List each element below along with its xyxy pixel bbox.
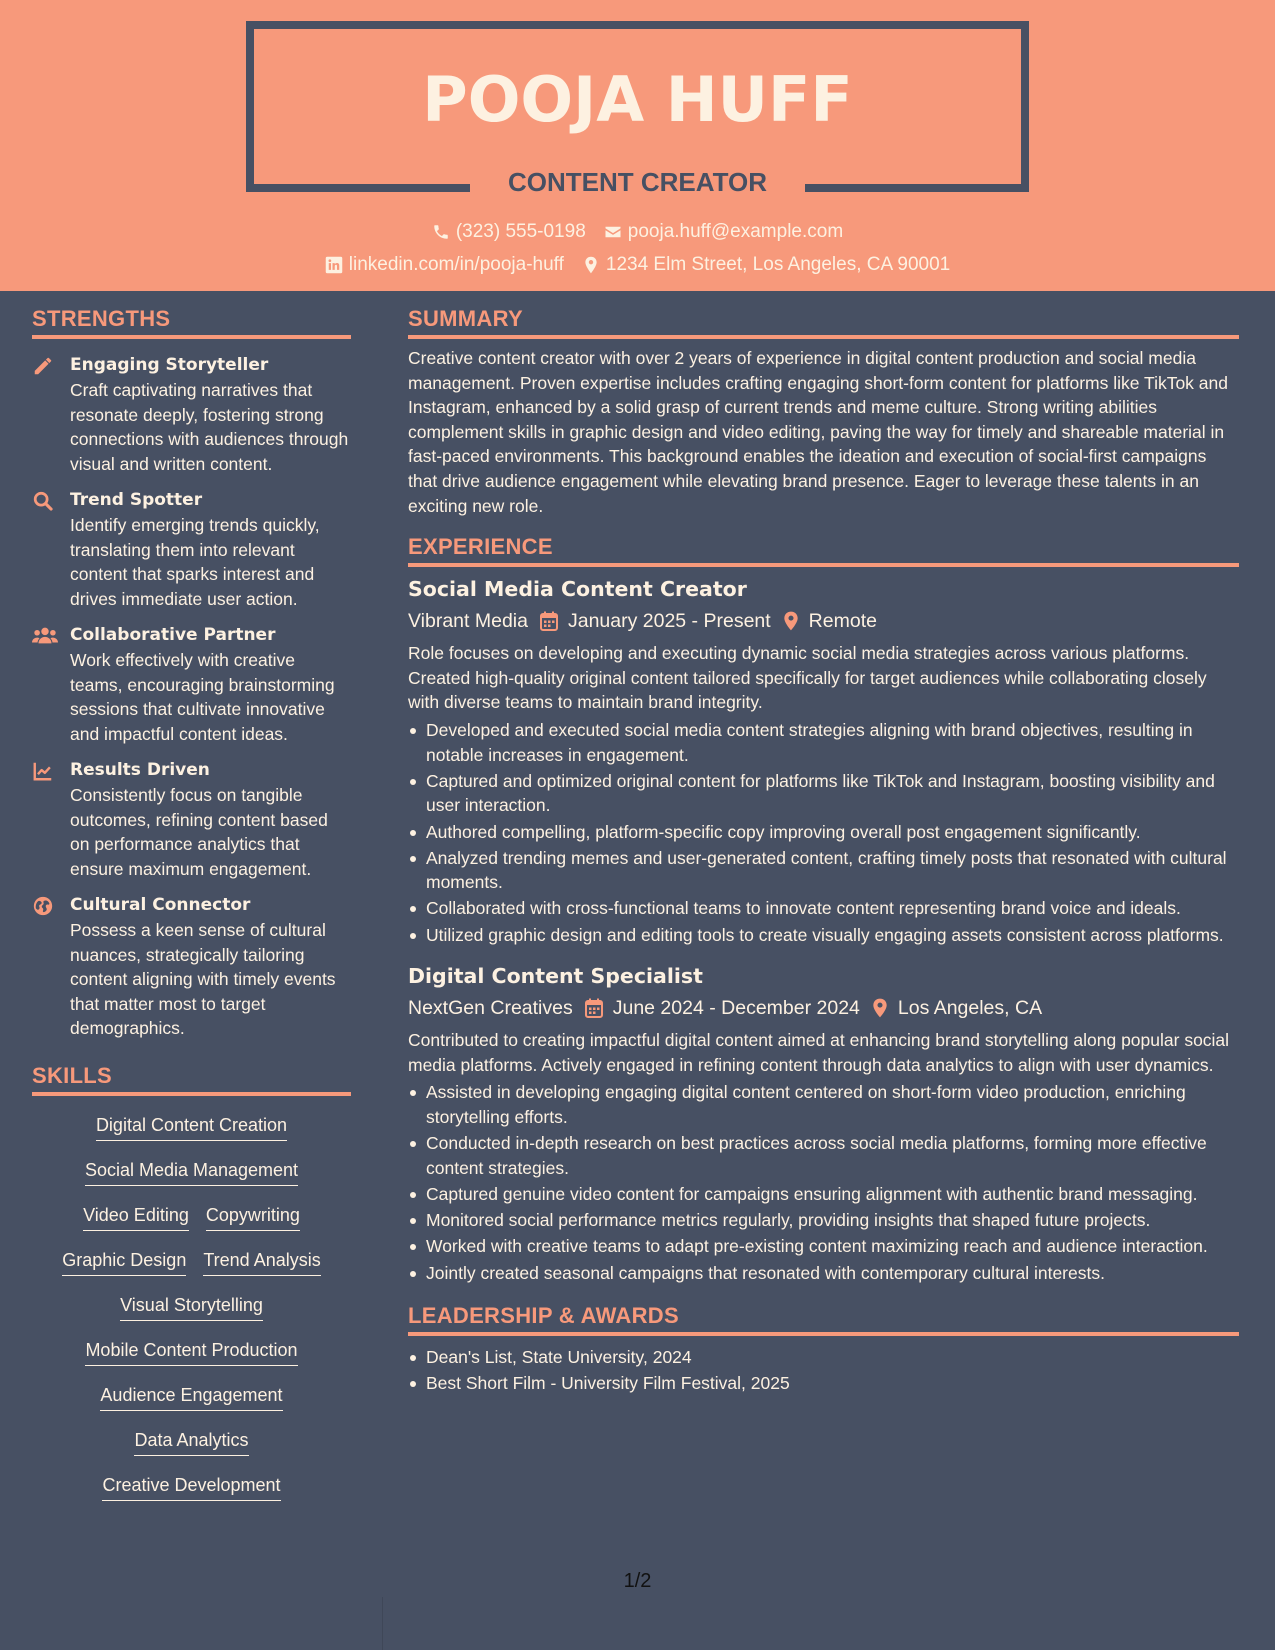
strength-item xyxy=(32,623,351,746)
job-description: Contributed to creating impactful digital content aimed at enhancing brand storytelling along popular social media platforms. Actively engaged in refining content through data analytics to align with user dynamics. xyxy=(408,1030,1230,1075)
job-company: NextGen Creatives xyxy=(408,997,573,1020)
job-title: CONTENT CREATOR xyxy=(507,167,768,197)
job-location: Los Angeles, CA xyxy=(897,997,1043,1020)
skill-tag: Video Editing xyxy=(83,1202,189,1231)
email-text: pooja.huff@example.com xyxy=(627,221,844,242)
strength-name: Collaborative Partner xyxy=(70,625,276,645)
strength-item xyxy=(32,488,351,611)
summary-text: Creative content creator with over 2 years of experience in digital content production and social media management. Proven expertise includes crafting engaging short-form content for platforms like TikTok and Instagram, enhanced by a solid grasp of current trends and meme culture. Strong writing abilities complement skills in graphic design and video editing, paving the way for timely and shareable material in fast-paced environments. This background enables the ideation and execution of social-first campaigns that drive audience engagement while elevating brand presence. Eager to leverage these talents in an exciting new role. xyxy=(408,348,1228,516)
address-text: 1234 Elm Street, Los Angeles, CA 90001 xyxy=(605,254,951,275)
skill-tag: Social Media Management xyxy=(85,1157,298,1186)
search-icon xyxy=(32,490,54,512)
job-company: Vibrant Media xyxy=(408,610,528,633)
bullet-item: Captured and optimized original content for platforms like TikTok and Instagram, boosting visibility and user interaction. xyxy=(408,769,1239,818)
bullet-item: Utilized graphic design and editing tools to create visually engaging assets consistent across platforms. xyxy=(408,923,1239,948)
skill-tag: Data Analytics xyxy=(134,1427,248,1456)
map-pin-icon xyxy=(582,256,600,274)
skill-row xyxy=(100,1382,282,1427)
strength-item xyxy=(32,758,351,881)
experience-title: EXPERIENCE xyxy=(408,534,1239,567)
bullet-item: Monitored social performance metrics regularly, providing insights that shaped future projects. xyxy=(408,1208,1239,1233)
linkedin-icon xyxy=(325,256,343,274)
job-entry xyxy=(408,574,1239,947)
skill-tag: Mobile Content Production xyxy=(85,1337,297,1366)
linkedin-text: linkedin.com/in/pooja-huff xyxy=(348,254,564,275)
awards-list xyxy=(408,1345,1239,1396)
strength-item xyxy=(32,353,351,476)
skill-tag: Creative Development xyxy=(102,1472,280,1501)
skill-row xyxy=(102,1472,280,1517)
calendar-icon xyxy=(585,998,603,1018)
strength-name: Trend Spotter xyxy=(70,490,203,510)
candidate-name: POOJA HUFF xyxy=(422,63,853,136)
envelope-icon xyxy=(604,223,622,241)
skill-row xyxy=(120,1292,263,1337)
map-pin-icon xyxy=(872,998,888,1018)
page-number: 1/2 xyxy=(623,1570,652,1592)
skill-row xyxy=(85,1337,297,1382)
contact-email[interactable] xyxy=(604,221,843,243)
phone-icon xyxy=(432,223,450,241)
strength-desc: Possess a keen sense of cultural nuances, strategically tailoring content aligning with timely events that matter most to target demographics. xyxy=(70,920,336,1038)
right-column xyxy=(408,306,1239,1398)
skill-tag: Copywriting xyxy=(206,1202,300,1231)
skill-row xyxy=(85,1157,298,1202)
awards-title: LEADERSHIP & AWARDS xyxy=(408,1303,1239,1336)
skills-list xyxy=(32,1112,351,1517)
pencil-icon xyxy=(32,355,54,377)
contact-phone[interactable] xyxy=(432,221,586,243)
strengths-title: STRENGTHS xyxy=(32,306,351,339)
skill-tag: Digital Content Creation xyxy=(96,1112,287,1141)
skill-row xyxy=(83,1202,300,1247)
globe-icon xyxy=(32,895,54,917)
contact-address xyxy=(582,254,950,276)
strength-name: Results Driven xyxy=(70,760,210,780)
job-dates: June 2024 - December 2024 xyxy=(612,997,860,1020)
strength-name: Engaging Storyteller xyxy=(70,355,269,375)
chart-line-icon xyxy=(32,760,54,782)
strength-desc: Identify emerging trends quickly, translating them into relevant content that sparks interest and drives immediate user action. xyxy=(70,515,320,609)
bullet-item: Analyzed trending memes and user-generated content, crafting timely posts that resonated with cultural moments. xyxy=(408,846,1239,895)
award-item: Best Short Film - University Film Festival, 2025 xyxy=(408,1371,1239,1396)
skill-row xyxy=(62,1247,320,1292)
phone-text: (323) 555-0198 xyxy=(455,221,586,242)
job-role: Digital Content Specialist xyxy=(408,964,703,989)
skill-tag: Audience Engagement xyxy=(100,1382,282,1411)
job-meta xyxy=(408,992,1239,1024)
strengths-list xyxy=(32,353,351,1041)
job-role: Social Media Content Creator xyxy=(408,577,747,602)
job-description: Role focuses on developing and executing dynamic social media strategies across various platforms. Created high-quality original content tailored specifically for target audiences while collaborating closely with diverse teams to maintain brand integrity. xyxy=(408,643,1207,713)
users-icon xyxy=(32,625,58,647)
summary-title: SUMMARY xyxy=(408,306,1239,339)
contact-linkedin[interactable] xyxy=(325,254,564,276)
bullet-item: Developed and executed social media content strategies aligning with brand objectives, resulting in notable increases in engagement. xyxy=(408,718,1239,767)
column-divider xyxy=(382,1597,383,1650)
strength-desc: Craft captivating narratives that resonate deeply, fostering strong connections with audiences through visual and written content. xyxy=(70,380,349,474)
job-bullets xyxy=(408,718,1239,947)
skills-title: SKILLS xyxy=(32,1063,351,1096)
bullet-item: Captured genuine video content for campaigns ensuring alignment with authentic brand messaging. xyxy=(408,1182,1239,1207)
bullet-item: Assisted in developing engaging digital content centered on short-form video production, enriching storytelling efforts. xyxy=(408,1080,1239,1129)
contact-row-2 xyxy=(0,254,1275,276)
strength-name: Cultural Connector xyxy=(70,895,251,915)
bullet-item: Jointly created seasonal campaigns that resonated with contemporary cultural interests. xyxy=(408,1261,1239,1286)
skill-row xyxy=(134,1427,248,1472)
bullet-item: Collaborated with cross-functional teams to innovate content representing brand voice and ideals. xyxy=(408,896,1239,921)
skill-tag: Trend Analysis xyxy=(203,1247,320,1276)
strength-desc: Consistently focus on tangible outcomes, refining content based on performance analytics that ensure maximum engagement. xyxy=(70,785,328,879)
bullet-item: Conducted in-depth research on best practices across social media platforms, forming more effective content strategies. xyxy=(408,1131,1239,1180)
award-item: Dean's List, State University, 2024 xyxy=(408,1345,1239,1370)
bullet-item: Worked with creative teams to adapt pre-existing content maximizing reach and audience interaction. xyxy=(408,1234,1239,1259)
contact-row-1 xyxy=(0,221,1275,243)
bullet-item: Authored compelling, platform-specific copy improving overall post engagement significantly. xyxy=(408,820,1239,845)
skill-tag: Visual Storytelling xyxy=(120,1292,263,1321)
job-location: Remote xyxy=(808,610,877,633)
job-dates: January 2025 - Present xyxy=(567,610,771,633)
map-pin-icon xyxy=(783,611,799,631)
left-column xyxy=(32,306,351,1517)
skill-tag: Graphic Design xyxy=(62,1247,186,1276)
job-meta xyxy=(408,605,1239,637)
resume-header xyxy=(0,0,1275,291)
calendar-icon xyxy=(540,611,558,631)
strength-desc: Work effectively with creative teams, encouraging brainstorming sessions that cultivate innovative and impactful content ideas. xyxy=(70,650,335,744)
job-bullets xyxy=(408,1080,1239,1285)
strength-item xyxy=(32,893,351,1041)
skill-row xyxy=(96,1112,287,1157)
job-entry xyxy=(408,961,1239,1285)
